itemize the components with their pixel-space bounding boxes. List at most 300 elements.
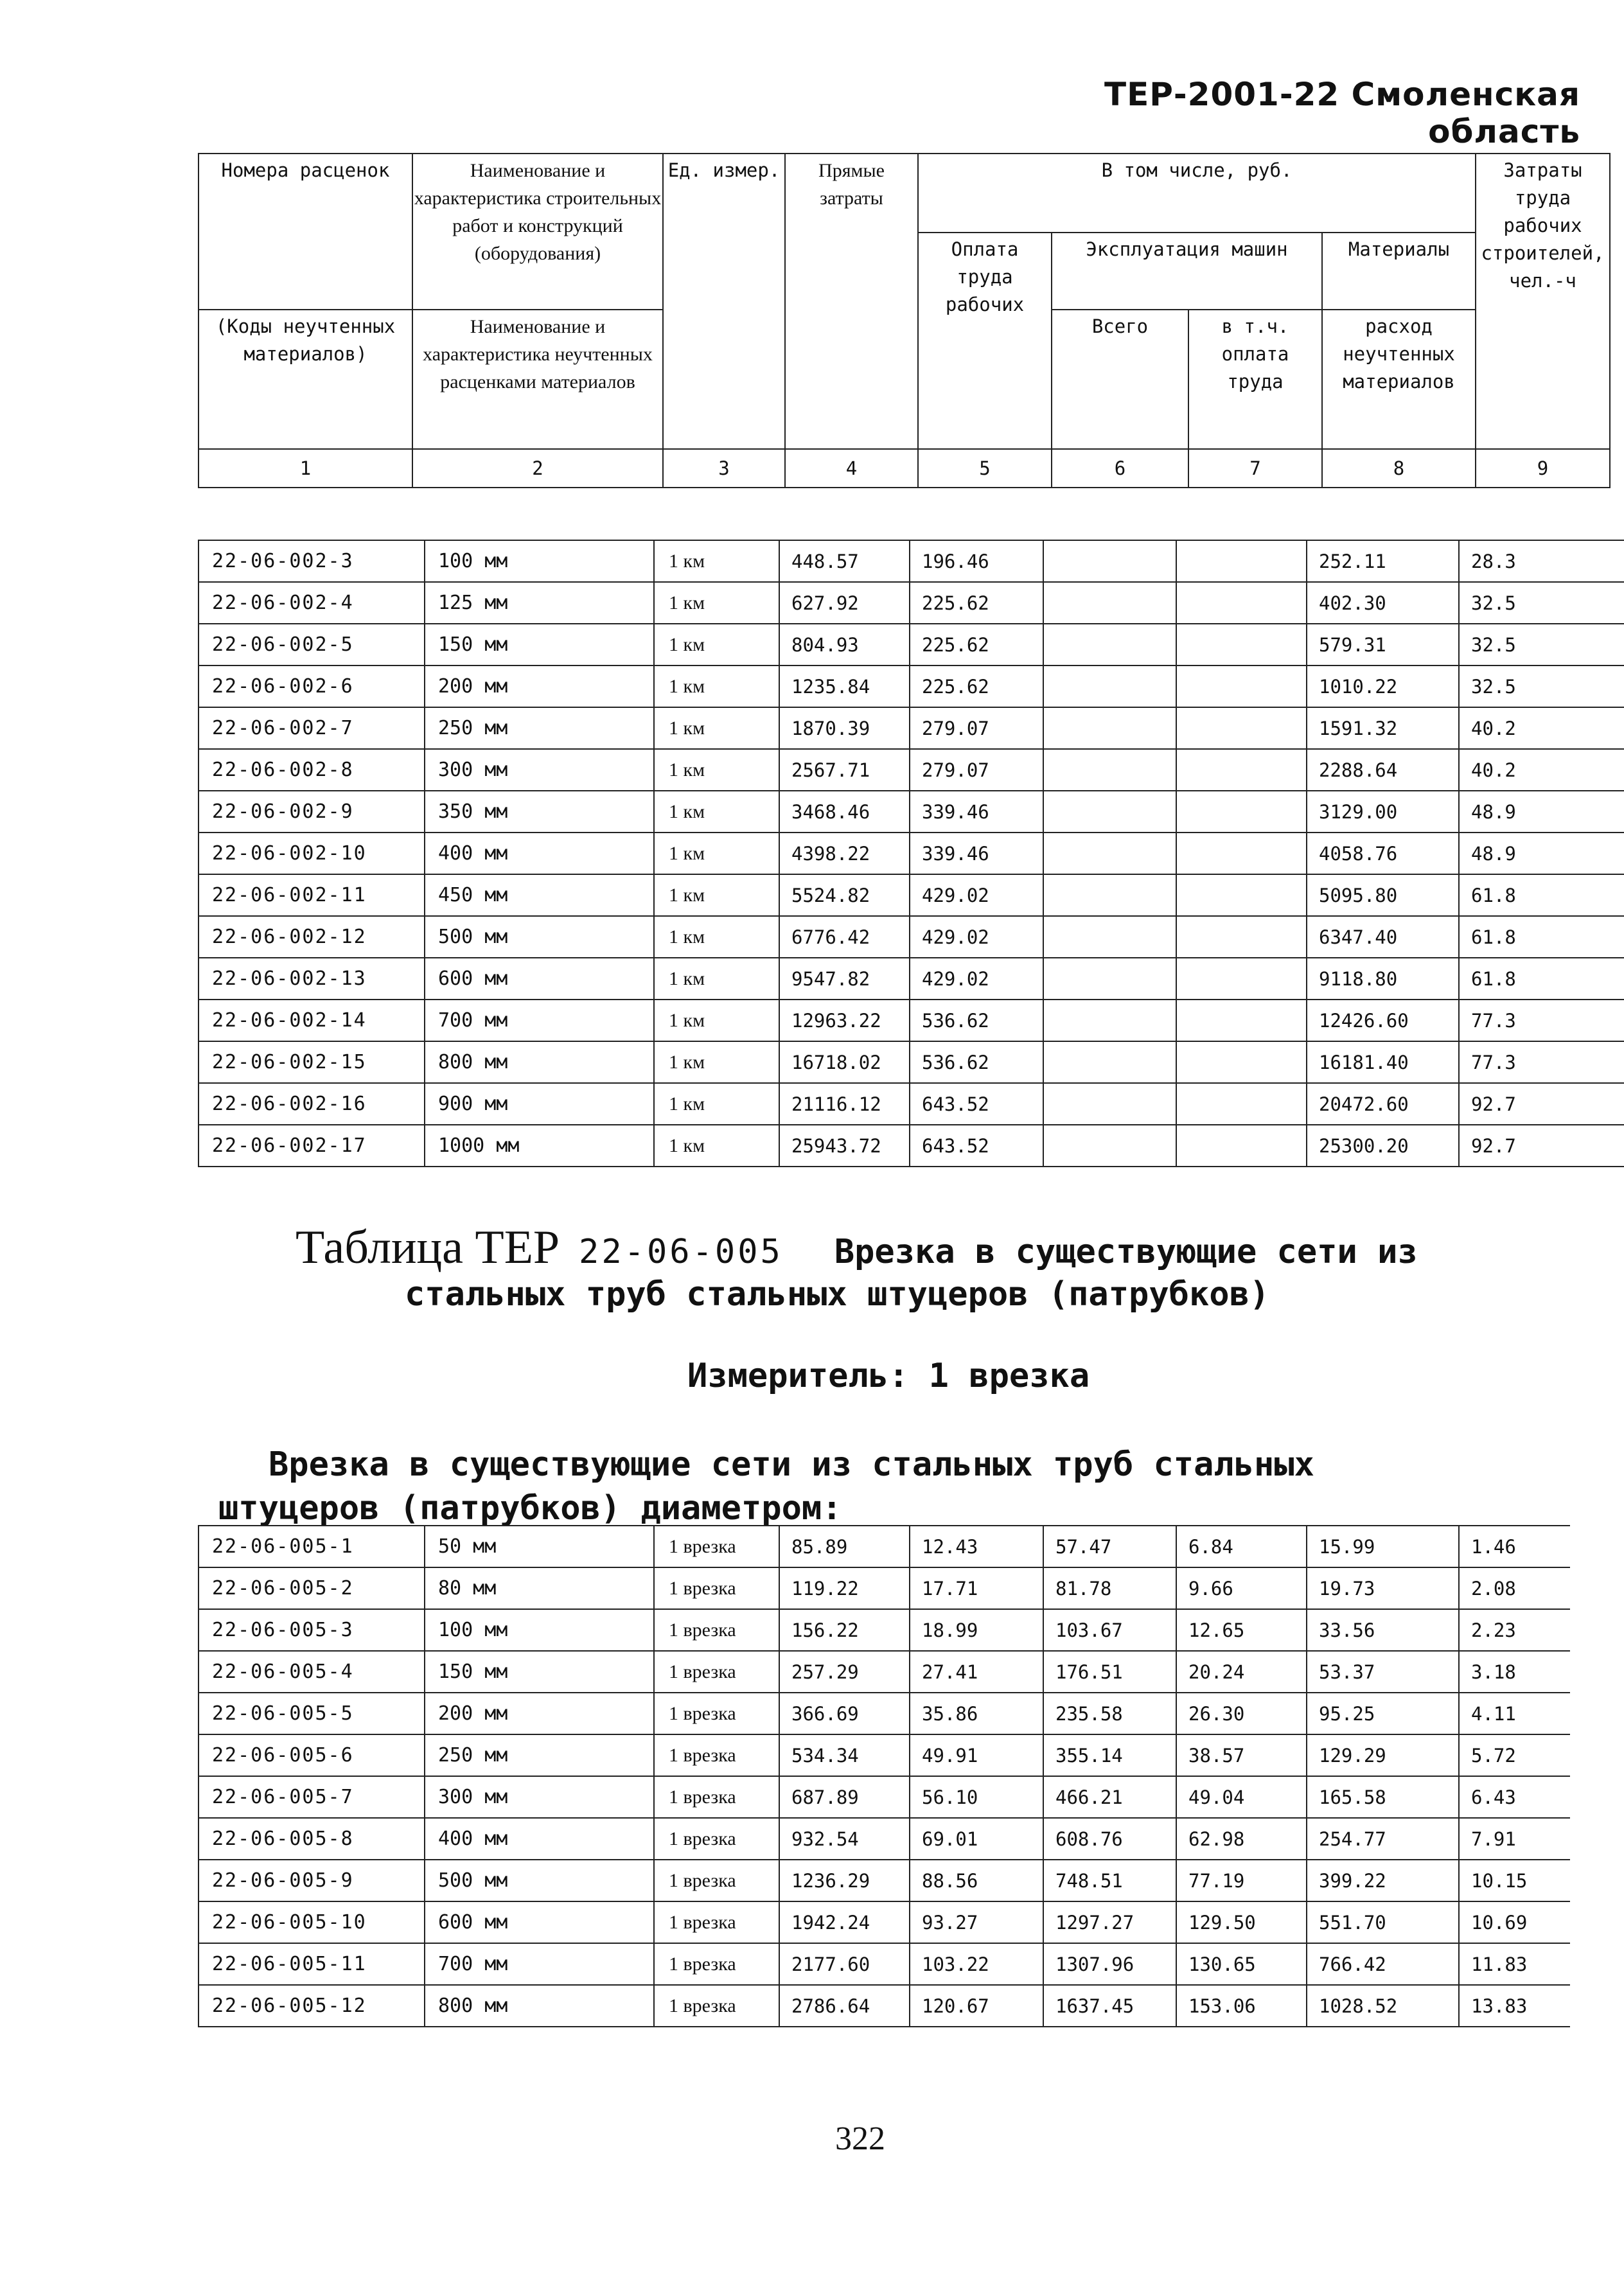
cell-direct: 1870.39 [779, 707, 910, 749]
cell-direct: 156.22 [779, 1609, 910, 1651]
table-row [199, 1776, 1570, 1818]
cell-hours: 32.5 [1459, 624, 1624, 665]
page-number: 322 [835, 2120, 885, 2157]
cell-direct: 3468.46 [779, 791, 910, 833]
cell-materials: 165.58 [1307, 1776, 1459, 1818]
table-row [199, 916, 1624, 958]
page-header: ТЕР-2001-22 Смоленская область [1104, 76, 1580, 150]
cell-labor: 17.71 [910, 1567, 1043, 1609]
rates-table-body [199, 540, 1624, 1167]
cell-unit: 1 км [654, 833, 779, 874]
cell-labor: 120.67 [910, 1985, 1043, 2027]
cell-materials: 551.70 [1307, 1901, 1459, 1943]
cell-unit: 1 км [654, 624, 779, 665]
cell-direct: 627.92 [779, 582, 910, 624]
cell-machines: 57.47 [1043, 1526, 1176, 1567]
cell-unit: 1 врезка [654, 1985, 779, 2027]
header-num-7: 7 [1188, 449, 1322, 488]
header-num-1: 1 [199, 449, 412, 488]
cell-materials: 402.30 [1307, 582, 1459, 624]
table-row [199, 1083, 1624, 1125]
header-machines: Эксплуатация машин [1052, 233, 1322, 310]
cell-name: 600 мм [425, 958, 654, 1000]
cell-machines-labor [1176, 1125, 1307, 1167]
cell-name: 800 мм [425, 1985, 654, 2027]
header-num-9: 9 [1476, 449, 1610, 488]
cell-labor: 279.07 [910, 749, 1043, 791]
cell-code: 22-06-005-4 [199, 1651, 425, 1693]
header-num-8: 8 [1322, 449, 1476, 488]
cell-unit: 1 врезка [654, 1651, 779, 1693]
cell-name: 300 мм [425, 749, 654, 791]
cell-materials: 5095.80 [1307, 874, 1459, 916]
cell-labor: 536.62 [910, 1041, 1043, 1083]
table-title-text: Врезка в существующие сети из [834, 1233, 1418, 1271]
cell-hours: 92.7 [1459, 1125, 1624, 1167]
cell-materials: 33.56 [1307, 1609, 1459, 1651]
cell-machines-labor: 6.84 [1176, 1526, 1307, 1567]
table-title-lead: Таблица ТЕР [296, 1221, 560, 1274]
cell-code: 22-06-005-8 [199, 1818, 425, 1860]
cell-name: 125 мм [425, 582, 654, 624]
cell-direct: 2567.71 [779, 749, 910, 791]
header-col2-top: Наименование и характеристика строительных работ и конструкций (оборудования) [412, 154, 663, 310]
cell-materials: 1028.52 [1307, 1985, 1459, 2027]
table-row [199, 707, 1624, 749]
table-row [199, 874, 1624, 916]
table-row [199, 1943, 1570, 1985]
cell-code: 22-06-005-11 [199, 1943, 425, 1985]
cell-unit: 1 км [654, 874, 779, 916]
cell-labor: 429.02 [910, 916, 1043, 958]
header-num-2: 2 [412, 449, 663, 488]
cell-machines-labor [1176, 791, 1307, 833]
cell-unit: 1 врезка [654, 1776, 779, 1818]
cell-name: 450 мм [425, 874, 654, 916]
cell-code: 22-06-005-5 [199, 1693, 425, 1734]
cell-machines [1043, 1041, 1176, 1083]
header-col8-bottom: расход неучтенных материалов [1322, 310, 1476, 449]
cell-labor: 103.22 [910, 1943, 1043, 1985]
table-row [199, 1526, 1570, 1567]
header-group: В том числе, руб. [918, 154, 1476, 233]
cell-unit: 1 врезка [654, 1734, 779, 1776]
cell-machines [1043, 916, 1176, 958]
table-row [199, 1000, 1624, 1041]
cell-hours: 32.5 [1459, 665, 1624, 707]
cell-name: 250 мм [425, 1734, 654, 1776]
cell-hours: 48.9 [1459, 791, 1624, 833]
cell-direct: 1236.29 [779, 1860, 910, 1901]
cell-labor: 339.46 [910, 791, 1043, 833]
cell-materials: 9118.80 [1307, 958, 1459, 1000]
cell-materials: 16181.40 [1307, 1041, 1459, 1083]
cell-unit: 1 км [654, 958, 779, 1000]
cell-hours: 3.18 [1459, 1651, 1570, 1693]
cell-labor: 279.07 [910, 707, 1043, 749]
cell-machines-labor: 49.04 [1176, 1776, 1307, 1818]
cell-machines [1043, 749, 1176, 791]
cell-hours: 11.83 [1459, 1943, 1570, 1985]
cell-hours: 13.83 [1459, 1985, 1570, 2027]
cell-hours: 77.3 [1459, 1000, 1624, 1041]
cell-direct: 25943.72 [779, 1125, 910, 1167]
cell-machines-labor [1176, 958, 1307, 1000]
cell-name: 800 мм [425, 1041, 654, 1083]
cell-materials: 53.37 [1307, 1651, 1459, 1693]
cell-materials: 6347.40 [1307, 916, 1459, 958]
cell-labor: 88.56 [910, 1860, 1043, 1901]
cell-labor: 225.62 [910, 624, 1043, 665]
cell-name: 80 мм [425, 1567, 654, 1609]
cell-direct: 16718.02 [779, 1041, 910, 1083]
cell-machines: 235.58 [1043, 1693, 1176, 1734]
cell-direct: 932.54 [779, 1818, 910, 1860]
cell-name: 700 мм [425, 1000, 654, 1041]
header-col3: Ед. измер. [663, 154, 785, 449]
table-row [199, 1567, 1570, 1609]
cell-name: 200 мм [425, 665, 654, 707]
cell-materials: 766.42 [1307, 1943, 1459, 1985]
cell-machines-labor: 9.66 [1176, 1567, 1307, 1609]
table-title-line2: стальных труб стальных штуцеров (патрубков) [405, 1275, 1270, 1314]
header-col1-bottom: (Коды неучтенных материалов) [199, 310, 412, 449]
cell-name: 200 мм [425, 1693, 654, 1734]
cell-materials: 4058.76 [1307, 833, 1459, 874]
cell-code: 22-06-002-14 [199, 1000, 425, 1041]
cell-labor: 49.91 [910, 1734, 1043, 1776]
table-measure: Измеритель: 1 врезка [687, 1357, 1090, 1395]
cell-hours: 1.46 [1459, 1526, 1570, 1567]
rates-table-22-06-002 [198, 540, 1624, 1167]
cell-direct: 21116.12 [779, 1083, 910, 1125]
cell-labor: 429.02 [910, 958, 1043, 1000]
cell-name: 100 мм [425, 1609, 654, 1651]
cell-unit: 1 км [654, 791, 779, 833]
cell-materials: 19.73 [1307, 1567, 1459, 1609]
header-col2-bottom: Наименование и характеристика неучтенных расценками материалов [412, 310, 663, 449]
cell-hours: 40.2 [1459, 707, 1624, 749]
cell-machines-labor: 38.57 [1176, 1734, 1307, 1776]
cell-materials: 12426.60 [1307, 1000, 1459, 1041]
cell-code: 22-06-002-7 [199, 707, 425, 749]
cell-name: 300 мм [425, 1776, 654, 1818]
cell-materials: 254.77 [1307, 1818, 1459, 1860]
cell-code: 22-06-002-17 [199, 1125, 425, 1167]
table-row [199, 1985, 1570, 2027]
cell-direct: 12963.22 [779, 1000, 910, 1041]
cell-unit: 1 врезка [654, 1901, 779, 1943]
cell-name: 1000 мм [425, 1125, 654, 1167]
cell-code: 22-06-002-10 [199, 833, 425, 874]
cell-unit: 1 врезка [654, 1860, 779, 1901]
cell-unit: 1 км [654, 749, 779, 791]
cell-machines [1043, 791, 1176, 833]
cell-name: 50 мм [425, 1526, 654, 1567]
cell-labor: 93.27 [910, 1901, 1043, 1943]
cell-unit: 1 врезка [654, 1567, 779, 1609]
cell-direct: 1942.24 [779, 1901, 910, 1943]
cell-unit: 1 врезка [654, 1693, 779, 1734]
cell-name: 500 мм [425, 916, 654, 958]
table-row [199, 665, 1624, 707]
cell-hours: 61.8 [1459, 958, 1624, 1000]
cell-machines: 748.51 [1043, 1860, 1176, 1901]
table-row [199, 1125, 1624, 1167]
cell-code: 22-06-002-9 [199, 791, 425, 833]
cell-code: 22-06-005-3 [199, 1609, 425, 1651]
cell-code: 22-06-005-10 [199, 1901, 425, 1943]
cell-machines-labor [1176, 624, 1307, 665]
cell-machines-labor: 130.65 [1176, 1943, 1307, 1985]
cell-direct: 1235.84 [779, 665, 910, 707]
table-row [199, 1609, 1570, 1651]
cell-code: 22-06-002-5 [199, 624, 425, 665]
cell-machines: 466.21 [1043, 1776, 1176, 1818]
table-row [199, 958, 1624, 1000]
cell-materials: 2288.64 [1307, 749, 1459, 791]
cell-labor: 18.99 [910, 1609, 1043, 1651]
cell-materials: 129.29 [1307, 1734, 1459, 1776]
header-col5: Оплата труда рабочих [918, 233, 1052, 449]
table-row [199, 1901, 1570, 1943]
cell-direct: 6776.42 [779, 916, 910, 958]
cell-direct: 448.57 [779, 540, 910, 582]
header-num-3: 3 [663, 449, 785, 488]
cell-machines-labor: 12.65 [1176, 1609, 1307, 1651]
cell-direct: 5524.82 [779, 874, 910, 916]
cell-machines-labor: 20.24 [1176, 1651, 1307, 1693]
header-num-6: 6 [1052, 449, 1188, 488]
cell-name: 700 мм [425, 1943, 654, 1985]
cell-materials: 95.25 [1307, 1693, 1459, 1734]
cell-hours: 7.91 [1459, 1818, 1570, 1860]
table-row [199, 1734, 1570, 1776]
table-row [199, 582, 1624, 624]
cell-direct: 2786.64 [779, 1985, 910, 2027]
cell-direct: 2177.60 [779, 1943, 910, 1985]
cell-unit: 1 км [654, 916, 779, 958]
cell-machines-labor [1176, 540, 1307, 582]
rates-table-body [199, 1526, 1570, 2027]
cell-labor: 643.52 [910, 1083, 1043, 1125]
cell-labor: 56.10 [910, 1776, 1043, 1818]
cell-machines: 1297.27 [1043, 1901, 1176, 1943]
cell-name: 400 мм [425, 1818, 654, 1860]
cell-hours: 92.7 [1459, 1083, 1624, 1125]
cell-machines: 608.76 [1043, 1818, 1176, 1860]
cell-name: 100 мм [425, 540, 654, 582]
cell-direct: 9547.82 [779, 958, 910, 1000]
cell-machines: 103.67 [1043, 1609, 1176, 1651]
cell-name: 600 мм [425, 1901, 654, 1943]
header-number-row [199, 449, 1610, 488]
cell-unit: 1 км [654, 707, 779, 749]
cell-machines-labor [1176, 916, 1307, 958]
cell-machines [1043, 624, 1176, 665]
table-row [199, 833, 1624, 874]
cell-code: 22-06-005-6 [199, 1734, 425, 1776]
table-row [199, 1818, 1570, 1860]
cell-direct: 687.89 [779, 1776, 910, 1818]
cell-name: 500 мм [425, 1860, 654, 1901]
cell-code: 22-06-002-4 [199, 582, 425, 624]
table-row [199, 1860, 1570, 1901]
cell-machines-labor [1176, 1041, 1307, 1083]
cell-labor: 429.02 [910, 874, 1043, 916]
cell-direct: 85.89 [779, 1526, 910, 1567]
cell-labor: 69.01 [910, 1818, 1043, 1860]
table-title-line1 [296, 1221, 1418, 1275]
cell-code: 22-06-002-11 [199, 874, 425, 916]
cell-machines [1043, 707, 1176, 749]
cell-direct: 257.29 [779, 1651, 910, 1693]
cell-machines: 355.14 [1043, 1734, 1176, 1776]
cell-name: 350 мм [425, 791, 654, 833]
cell-name: 250 мм [425, 707, 654, 749]
cell-direct: 534.34 [779, 1734, 910, 1776]
cell-machines [1043, 874, 1176, 916]
cell-hours: 10.15 [1459, 1860, 1570, 1901]
cell-machines-labor: 153.06 [1176, 1985, 1307, 2027]
cell-labor: 339.46 [910, 833, 1043, 874]
header-col4: Прямые затраты [785, 154, 918, 449]
cell-hours: 40.2 [1459, 749, 1624, 791]
cell-machines-labor [1176, 707, 1307, 749]
rates-table-22-06-005 [198, 1525, 1570, 2027]
cell-labor: 643.52 [910, 1125, 1043, 1167]
cell-hours: 2.08 [1459, 1567, 1570, 1609]
header-col1-top: Номера расценок [199, 154, 412, 310]
cell-machines [1043, 1000, 1176, 1041]
table-row [199, 1041, 1624, 1083]
cell-labor: 536.62 [910, 1000, 1043, 1041]
cell-unit: 1 км [654, 540, 779, 582]
cell-hours: 48.9 [1459, 833, 1624, 874]
table-row [199, 1693, 1570, 1734]
cell-hours: 61.8 [1459, 874, 1624, 916]
cell-machines-labor [1176, 749, 1307, 791]
header-num-5: 5 [918, 449, 1052, 488]
cell-hours: 28.3 [1459, 540, 1624, 582]
cell-machines-labor [1176, 582, 1307, 624]
cell-unit: 1 км [654, 582, 779, 624]
cell-code: 22-06-005-1 [199, 1526, 425, 1567]
cell-unit: 1 км [654, 1041, 779, 1083]
cell-name: 150 мм [425, 624, 654, 665]
cell-materials: 579.31 [1307, 624, 1459, 665]
cell-code: 22-06-005-9 [199, 1860, 425, 1901]
cell-hours: 61.8 [1459, 916, 1624, 958]
cell-materials: 1591.32 [1307, 707, 1459, 749]
cell-machines [1043, 958, 1176, 1000]
cell-name: 150 мм [425, 1651, 654, 1693]
cell-hours: 77.3 [1459, 1041, 1624, 1083]
cell-materials: 399.22 [1307, 1860, 1459, 1901]
cell-hours: 5.72 [1459, 1734, 1570, 1776]
cell-code: 22-06-005-7 [199, 1776, 425, 1818]
cell-machines-labor [1176, 833, 1307, 874]
cell-machines [1043, 1083, 1176, 1125]
cell-machines-labor: 77.19 [1176, 1860, 1307, 1901]
cell-hours: 6.43 [1459, 1776, 1570, 1818]
cell-materials: 20472.60 [1307, 1083, 1459, 1125]
cell-unit: 1 км [654, 665, 779, 707]
cell-materials: 25300.20 [1307, 1125, 1459, 1167]
cell-direct: 4398.22 [779, 833, 910, 874]
cell-code: 22-06-002-13 [199, 958, 425, 1000]
cell-direct: 366.69 [779, 1693, 910, 1734]
cell-machines [1043, 1125, 1176, 1167]
table-row [199, 1651, 1570, 1693]
cell-machines-labor [1176, 874, 1307, 916]
cell-labor: 35.86 [910, 1693, 1043, 1734]
cell-machines-labor [1176, 1000, 1307, 1041]
cell-unit: 1 км [654, 1083, 779, 1125]
cell-machines-labor [1176, 665, 1307, 707]
table-title-code: 22-06-005 [579, 1233, 783, 1271]
cell-code: 22-06-002-3 [199, 540, 425, 582]
table-row [199, 540, 1624, 582]
cell-code: 22-06-002-12 [199, 916, 425, 958]
cell-machines-labor: 26.30 [1176, 1693, 1307, 1734]
table-row [199, 624, 1624, 665]
cell-code: 22-06-002-6 [199, 665, 425, 707]
cell-machines: 1307.96 [1043, 1943, 1176, 1985]
cell-machines [1043, 540, 1176, 582]
cell-machines: 1637.45 [1043, 1985, 1176, 2027]
cell-code: 22-06-005-2 [199, 1567, 425, 1609]
cell-code: 22-06-005-12 [199, 1985, 425, 2027]
cell-machines [1043, 665, 1176, 707]
cell-unit: 1 врезка [654, 1609, 779, 1651]
cell-unit: 1 врезка [654, 1526, 779, 1567]
cell-machines: 176.51 [1043, 1651, 1176, 1693]
section-subtitle-line2: штуцеров (патрубков) диаметром: [218, 1489, 842, 1528]
cell-hours: 32.5 [1459, 582, 1624, 624]
cell-labor: 12.43 [910, 1526, 1043, 1567]
header-col6: Всего [1052, 310, 1188, 449]
cell-code: 22-06-002-8 [199, 749, 425, 791]
cell-hours: 4.11 [1459, 1693, 1570, 1734]
cell-machines [1043, 582, 1176, 624]
cell-name: 900 мм [425, 1083, 654, 1125]
cell-direct: 804.93 [779, 624, 910, 665]
cell-machines-labor: 129.50 [1176, 1901, 1307, 1943]
cell-code: 22-06-002-15 [199, 1041, 425, 1083]
header-num-4: 4 [785, 449, 918, 488]
cell-unit: 1 км [654, 1000, 779, 1041]
table-row [199, 791, 1624, 833]
cell-machines: 81.78 [1043, 1567, 1176, 1609]
cell-hours: 2.23 [1459, 1609, 1570, 1651]
cell-name: 400 мм [425, 833, 654, 874]
header-col7: в т.ч. оплата труда [1188, 310, 1322, 449]
cell-labor: 27.41 [910, 1651, 1043, 1693]
header-col8-top: Материалы [1322, 233, 1476, 310]
header-col9: Затраты труда рабочих строителей, чел.-ч [1476, 154, 1610, 449]
header-table [198, 153, 1611, 488]
cell-machines-labor [1176, 1083, 1307, 1125]
table-row [199, 749, 1624, 791]
cell-unit: 1 км [654, 1125, 779, 1167]
cell-materials: 15.99 [1307, 1526, 1459, 1567]
cell-direct: 119.22 [779, 1567, 910, 1609]
cell-labor: 196.46 [910, 540, 1043, 582]
cell-labor: 225.62 [910, 582, 1043, 624]
section-subtitle-line1: Врезка в существующие сети из стальных труб стальных [269, 1445, 1314, 1484]
cell-unit: 1 врезка [654, 1818, 779, 1860]
